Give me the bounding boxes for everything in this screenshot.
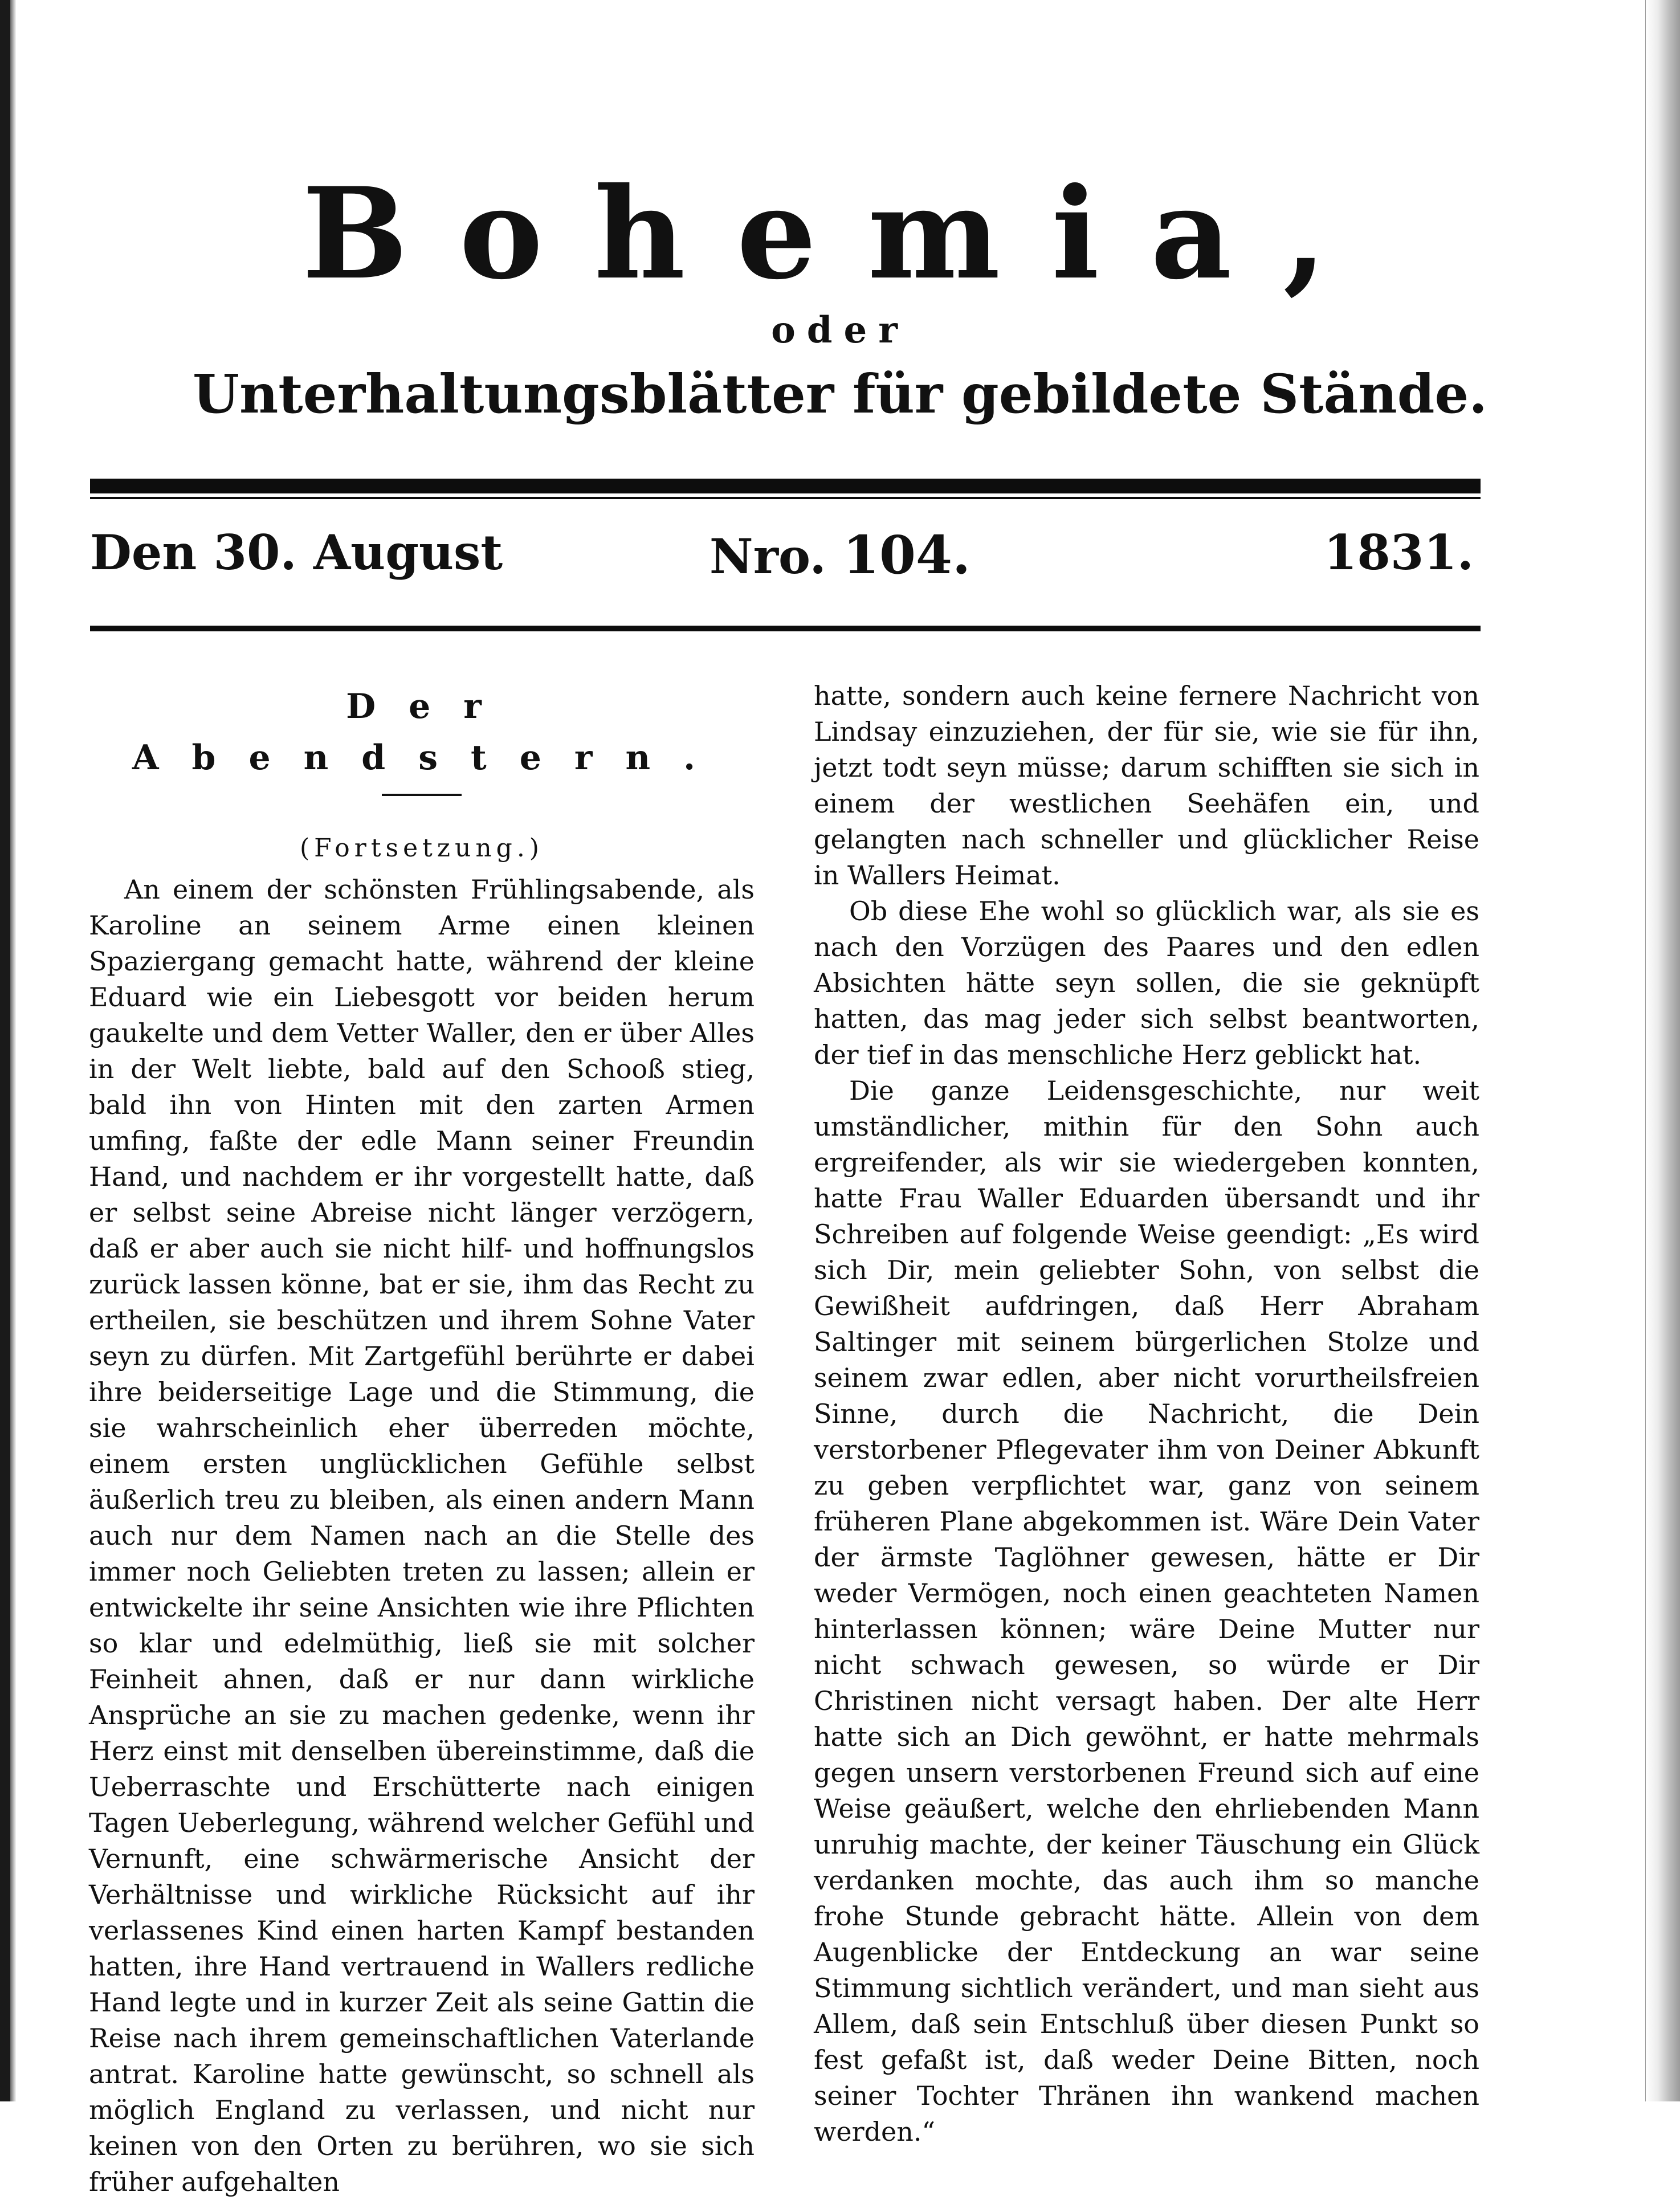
right-column	[814, 678, 1479, 2150]
masthead-subtitle: Unterhaltungsblätter für gebildete Stände.	[192, 363, 1488, 426]
masthead-rule	[90, 479, 1481, 493]
paragraph: hatte, sondern auch keine fernere Nachricht von Lindsay einzuziehen, der für sie, wie sie für ihn, jetzt todt seyn müsse; darum schifften sie sich in einem der westlichen Seehäfen ein, und gelangten nach schneller und glücklicher Reise in Wallers Heimat.	[814, 680, 1479, 891]
masthead-rule-thin	[90, 497, 1481, 499]
masthead-oder: oder	[771, 309, 909, 352]
article-title: Der Abendstern.	[132, 687, 729, 778]
left-column	[89, 681, 755, 2200]
issue-date: Den 30. August	[90, 524, 503, 581]
continuation-note: (Fortsetzung.)	[300, 834, 544, 863]
paragraph: Ob diese Ehe wohl so glücklich war, als sie es nach den Vorzügen des Paares und den edlen Absichten hätte seyn sollen, die sie geknüpft hatten, das mag jeder sich selbst beantworten, der tief in das menschliche Herz geblickt hat.	[814, 896, 1479, 1070]
issue-year: 1831.	[1323, 524, 1474, 581]
issue-number: 104.	[843, 524, 971, 586]
paragraph: Die ganze Leidensgeschichte, nur weit umständlicher, mithin für den Sohn auch ergreifender, als wir sie wiedergeben konnten, hatte Frau Waller Eduarden übersandt und ihr Schreiben auf folgende Weise geendigt: „Es wird sich Dir, mein geliebter Sohn, von selbst die Gewißheit aufdringen, daß Herr Abraham Saltinger mit seinem bürgerlichen Stolze und seinem zwar edlen, aber nicht vorurtheilsfreien Sinne, durch die Nachricht, die Dein verstorbener Pflegevater ihm von Deiner Abkunft zu geben verpflichtet war, ganz von seinem früheren Plane abgekommen ist. Wäre Dein Vater der ärmste Taglöhner gewesen, hätte er Dir weder Vermögen, noch einen geachteten Namen hinterlassen können; wäre Deine Mutter nur nicht schwach gewesen, so würde er Dir Christinen nicht versagt haben. Der alte Herr hatte sich an Dich gewöhnt, er hatte mehrmals gegen unsern verstorbenen Freund sich auf eine Weise geäußert, welche den ehrliebenden Mann unruhig machte, der keiner Täuschung ein Glück verdanken mochte, das auch ihm so manche frohe Stunde gebracht hätte. Allein von dem Augenblicke der Entdeckung an war seine Stimmung sichtlich verändert, und man sieht aus Allem, daß sein Entschluß über diesen Punkt so fest gefaßt ist, daß weder Deine Bitten, noch seiner Tochter Thränen ihn wankend machen werden.“	[814, 1075, 1479, 2147]
title-rule	[382, 794, 462, 796]
masthead-title: Bohemia,	[301, 160, 1379, 307]
dateline-rule	[90, 626, 1481, 631]
issue-prefix: Nro.	[709, 528, 826, 585]
paragraph: An einem der schönsten Frühlingsabende, als Karoline an seinem Arme einen kleinen Spaziergang gemacht hatte, während der kleine Eduard wie ein Liebesgott vor beiden herum gaukelte und dem Vetter Waller, den er über Alles in der Welt liebte, bald auf den Schooß stieg, bald ihn von Hinten mit den zarten Armen umfing, faßte der edle Mann seiner Freundin Hand, und nachdem er ihr vorgestellt hatte, daß er selbst seine Abreise nicht länger verzögern, daß er aber auch sie nicht hilf- und hoffnungslos zurück lassen könne, bat er sie, ihm das Recht zu ertheilen, sie beschützen und ihrem Sohne Vater seyn zu dürfen. Mit Zartgefühl berührte er dabei ihre beiderseitige Lage und die Stimmung, die sie wahrscheinlich eher überreden möchte, einem ersten unglücklichen Gefühle selbst äußerlich treu zu bleiben, als einen andern Mann auch nur dem Namen nach an die Stelle des immer noch Geliebten treten zu lassen; allein er entwickelte ihr seine Ansichten wie ihre Pflichten so klar und edelmüthig, ließ sie mit solcher Feinheit ahnen, daß er nur dann wirkliche Ansprüche an sie zu machen gedenke, wenn ihr Herz einst mit denselben übereinstimme, daß die Ueberraschte und Erschütterte nach einigen Tagen Ueberlegung, während welcher Gefühl und Vernunft, eine schwärmerische Ansicht der Verhältnisse und wirkliche Rücksicht auf ihr verlassenes Kind einen harten Kampf bestanden hatten, ihre Hand vertrauend in Wallers redliche Hand legte und in kurzer Zeit als seine Gattin die Reise nach ihrem gemeinschaftlichen Vaterlande antrat. Karoline hatte gewünscht, so schnell als möglich England zu verlassen, und nicht nur keinen von den Orten zu berühren, wo sie sich früher aufgehalten	[89, 874, 755, 2197]
